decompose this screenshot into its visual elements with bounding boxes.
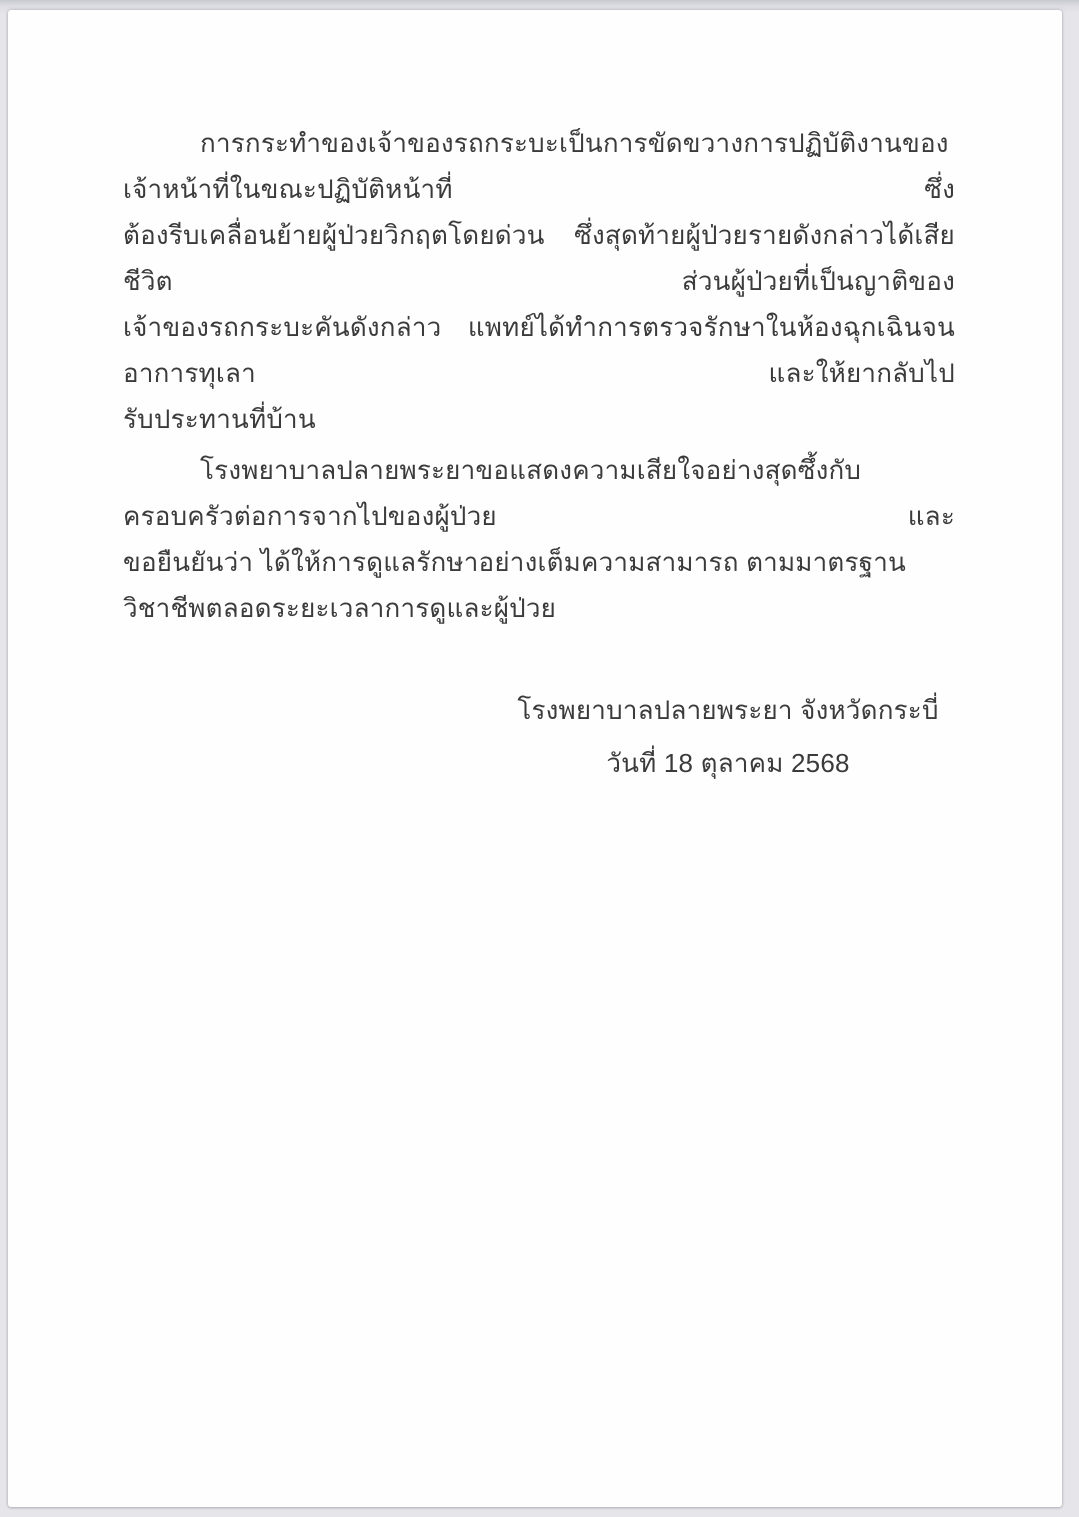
text-line: รับประทานที่บ้าน (123, 404, 316, 434)
paragraph (123, 120, 955, 442)
text-line: ต้องรีบเคลื่อนย้ายผู้ป่วยวิกฤตโดยด่วน ซึ่งสุดท้ายผู้ป่วยรายดังกล่าวได้เสียชีวิต ส่วนผู้ป่วยที่เป็นญาติของ (123, 220, 955, 296)
body-text (123, 120, 955, 786)
signature-date: วันที่ 18 ตุลาคม 2568 (606, 748, 850, 778)
signature-block (123, 687, 955, 786)
signature-organization: โรงพยาบาลปลายพระยา จังหวัดกระบี่ (517, 695, 939, 725)
paragraph (123, 447, 955, 631)
document-page (8, 10, 1062, 1507)
text-line: เจ้าของรถกระบะคันดังกล่าว แพทย์ได้ทำการตรวจรักษาในห้องฉุกเฉินจน อาการทุเลา และให้ยากลับไป (123, 312, 955, 388)
text-line: ขอยืนยันว่า ได้ให้การดูแลรักษาอย่างเต็มความสามารถ ตามมาตรฐานวิชาชีพตลอดระยะเวลาการดูและผู้ป่วย (123, 547, 907, 623)
text-line: โรงพยาบาลปลายพระยาขอแสดงความเสียใจอย่างสุดซึ้งกับครอบครัวต่อการจากไปของผู้ป่วย และ (123, 455, 955, 531)
text-line: การกระทำของเจ้าของรถกระบะเป็นการขัดขวางการปฏิบัติงานของเจ้าหน้าที่ในขณะปฏิบัติหน้าที่ ซึ่ง (123, 128, 955, 204)
